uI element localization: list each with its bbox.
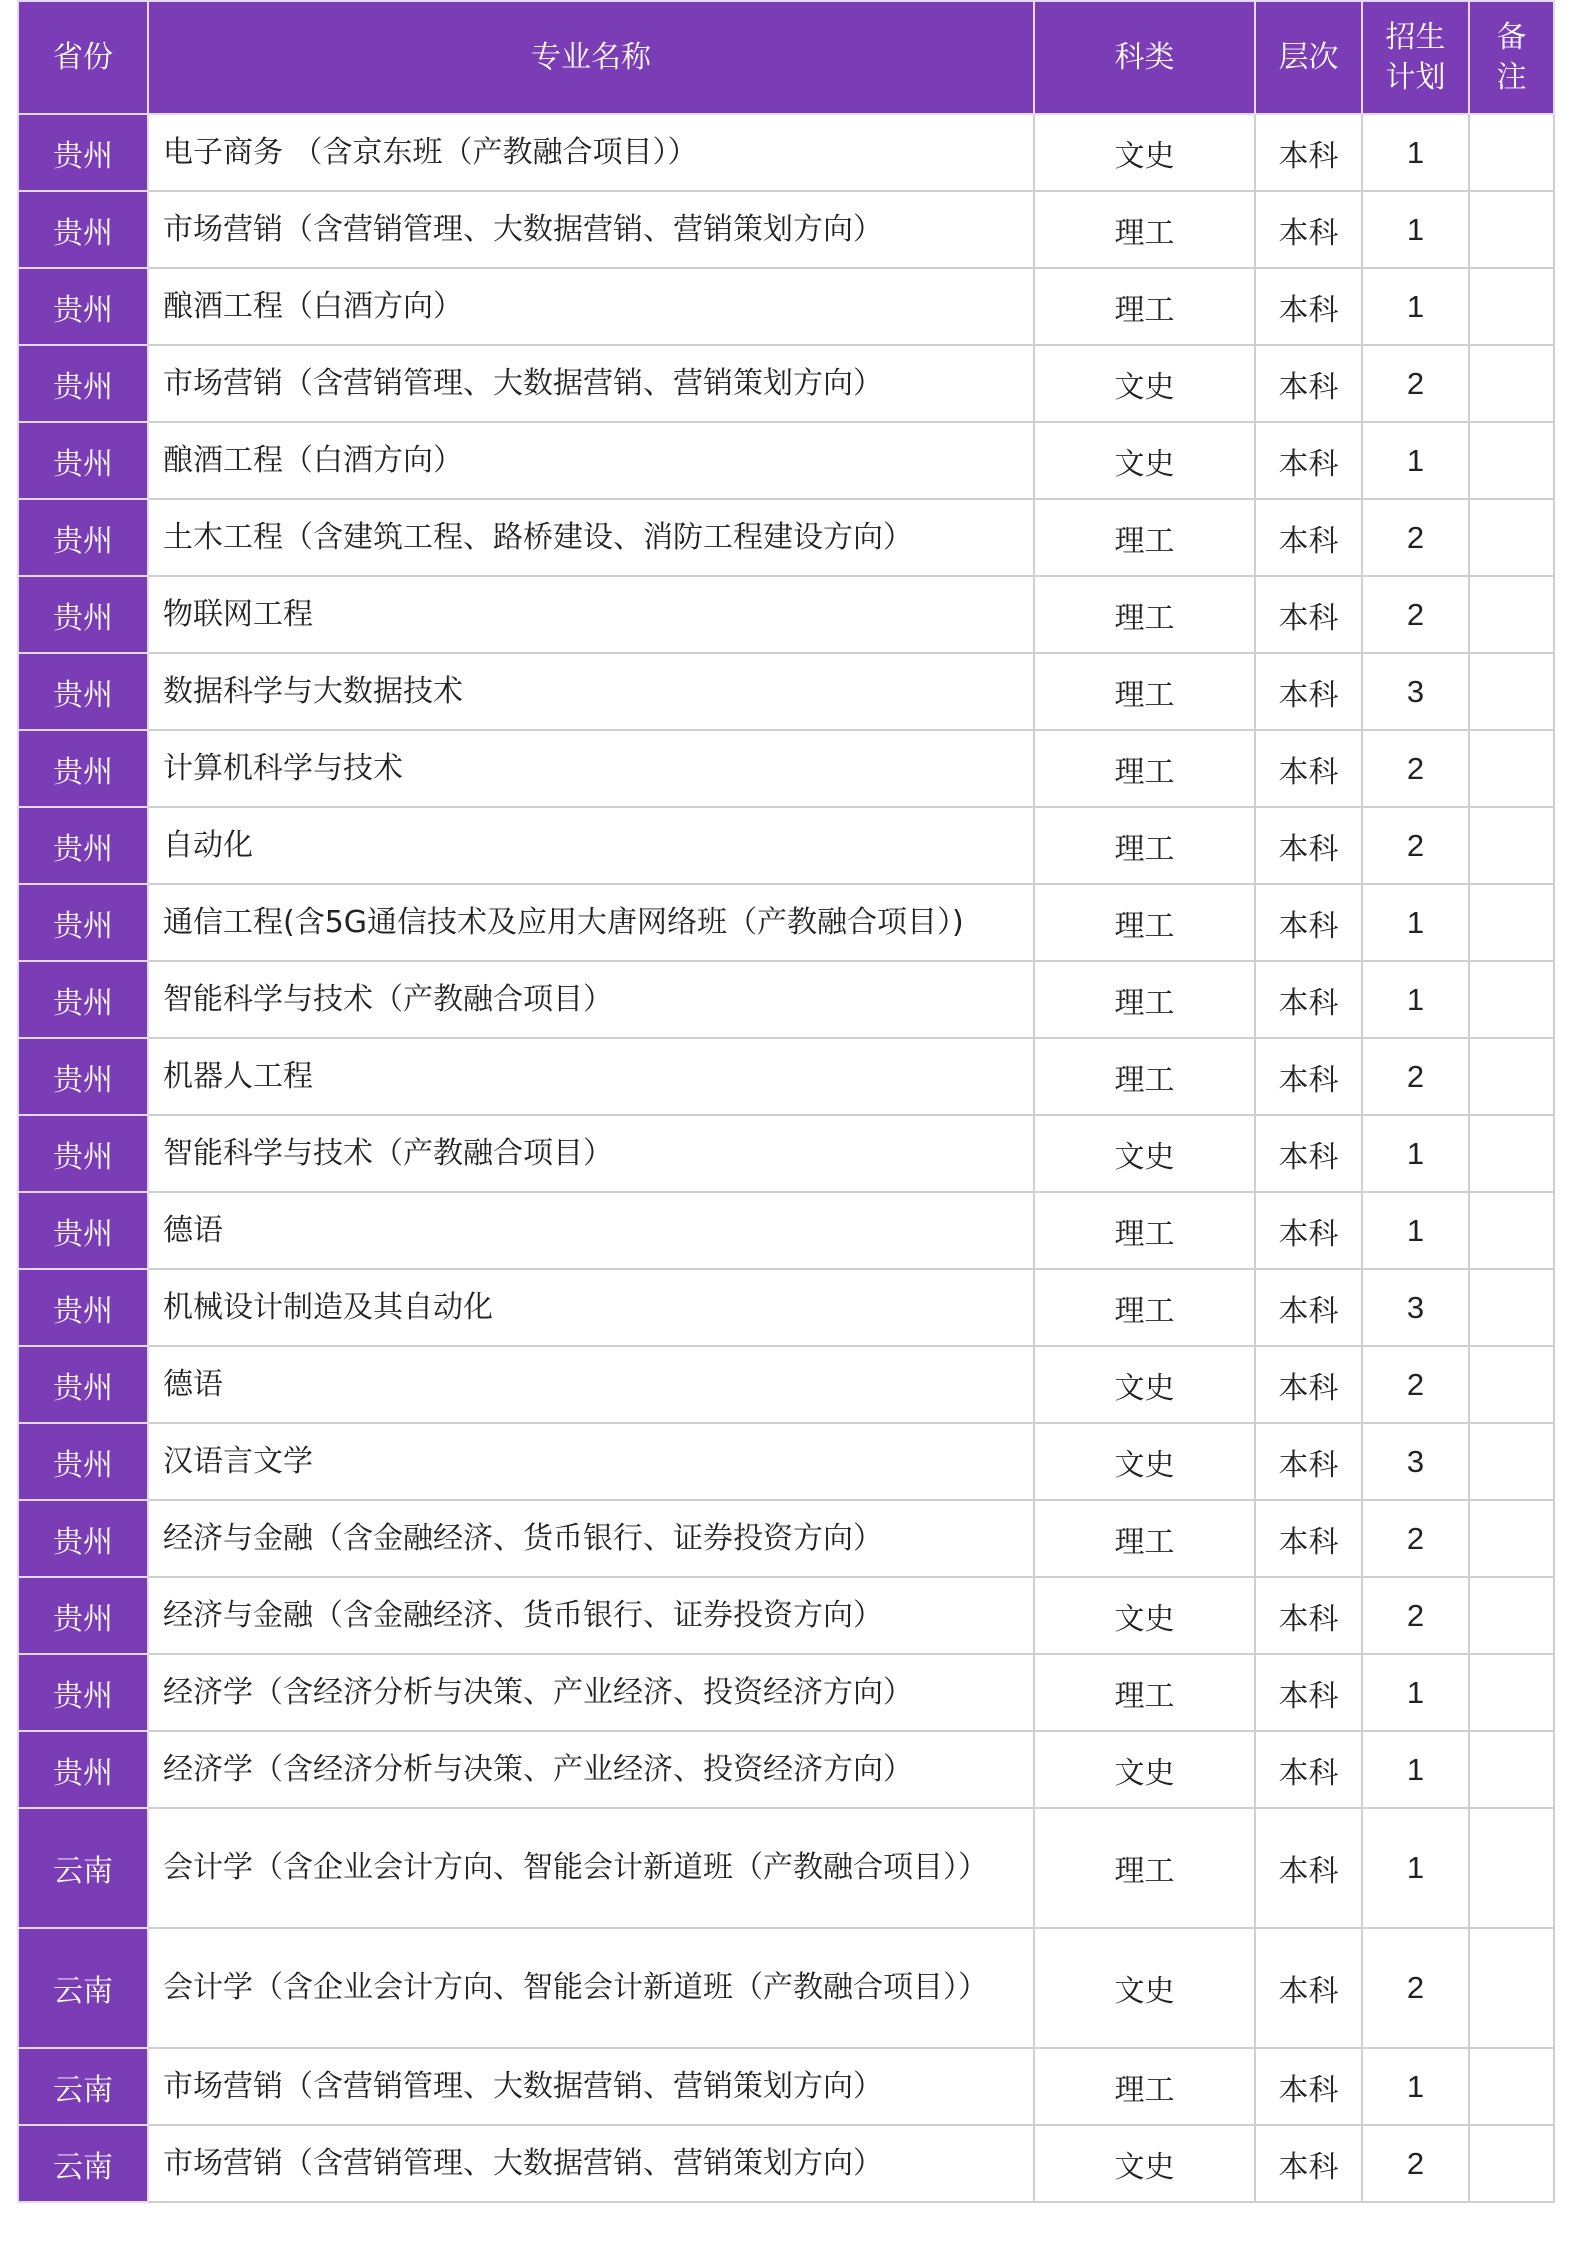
cell-major: 机器人工程 xyxy=(148,1038,1034,1115)
cell-level: 本科 xyxy=(1255,653,1362,730)
table-row xyxy=(18,422,1554,499)
cell-province: 贵州 xyxy=(18,1731,148,1808)
cell-plan: 2 xyxy=(1362,1038,1469,1115)
cell-major: 会计学（含企业会计方向、智能会计新道班（产教融合项目）） xyxy=(148,1928,1034,2048)
header-note-text: 备注 xyxy=(1496,19,1527,95)
cell-level: 本科 xyxy=(1255,884,1362,961)
cell-level: 本科 xyxy=(1255,807,1362,884)
cell-level: 本科 xyxy=(1255,961,1362,1038)
cell-plan: 1 xyxy=(1362,1731,1469,1808)
cell-level: 本科 xyxy=(1255,499,1362,576)
cell-major: 自动化 xyxy=(148,807,1034,884)
table-row xyxy=(18,1115,1554,1192)
cell-note xyxy=(1469,1808,1554,1928)
table-row xyxy=(18,345,1554,422)
cell-level: 本科 xyxy=(1255,1346,1362,1423)
cell-level: 本科 xyxy=(1255,1115,1362,1192)
cell-province: 贵州 xyxy=(18,1346,148,1423)
cell-province: 贵州 xyxy=(18,1269,148,1346)
cell-major: 经济学（含经济分析与决策、产业经济、投资经济方向） xyxy=(148,1654,1034,1731)
cell-category: 文史 xyxy=(1034,2125,1255,2202)
cell-note xyxy=(1469,576,1554,653)
cell-plan: 1 xyxy=(1362,268,1469,345)
cell-plan: 1 xyxy=(1362,422,1469,499)
table-row xyxy=(18,1500,1554,1577)
cell-plan: 2 xyxy=(1362,730,1469,807)
table-row xyxy=(18,730,1554,807)
cell-level: 本科 xyxy=(1255,730,1362,807)
cell-plan: 1 xyxy=(1362,114,1469,191)
cell-province: 贵州 xyxy=(18,653,148,730)
table-row xyxy=(18,1346,1554,1423)
table-header xyxy=(18,1,1554,114)
admission-plan-table xyxy=(17,0,1555,2203)
table-row xyxy=(18,1654,1554,1731)
table-row xyxy=(18,807,1554,884)
cell-category: 文史 xyxy=(1034,114,1255,191)
cell-major: 经济与金融（含金融经济、货币银行、证券投资方向） xyxy=(148,1500,1034,1577)
cell-province: 贵州 xyxy=(18,1192,148,1269)
table-body xyxy=(18,114,1554,2202)
cell-plan: 1 xyxy=(1362,1192,1469,1269)
cell-note xyxy=(1469,345,1554,422)
cell-category: 理工 xyxy=(1034,191,1255,268)
cell-province: 贵州 xyxy=(18,1577,148,1654)
cell-province: 贵州 xyxy=(18,499,148,576)
cell-level: 本科 xyxy=(1255,1500,1362,1577)
cell-major: 汉语言文学 xyxy=(148,1423,1034,1500)
header-row xyxy=(18,1,1554,114)
cell-province: 贵州 xyxy=(18,1500,148,1577)
cell-category: 文史 xyxy=(1034,1423,1255,1500)
cell-note xyxy=(1469,1269,1554,1346)
cell-major: 经济学（含经济分析与决策、产业经济、投资经济方向） xyxy=(148,1731,1034,1808)
cell-plan: 1 xyxy=(1362,1654,1469,1731)
cell-plan: 1 xyxy=(1362,2048,1469,2125)
cell-province: 贵州 xyxy=(18,1654,148,1731)
cell-category: 理工 xyxy=(1034,576,1255,653)
cell-major: 土木工程（含建筑工程、路桥建设、消防工程建设方向） xyxy=(148,499,1034,576)
cell-category: 理工 xyxy=(1034,1038,1255,1115)
cell-province: 云南 xyxy=(18,2048,148,2125)
cell-note xyxy=(1469,1731,1554,1808)
cell-level: 本科 xyxy=(1255,1038,1362,1115)
cell-major: 智能科学与技术（产教融合项目） xyxy=(148,1115,1034,1192)
cell-note xyxy=(1469,1346,1554,1423)
cell-province: 贵州 xyxy=(18,1115,148,1192)
cell-category: 理工 xyxy=(1034,1192,1255,1269)
header-plan xyxy=(1362,1,1469,114)
cell-level: 本科 xyxy=(1255,114,1362,191)
table-row xyxy=(18,1269,1554,1346)
header-category: 科类 xyxy=(1034,1,1255,114)
cell-province: 贵州 xyxy=(18,1423,148,1500)
cell-category: 理工 xyxy=(1034,730,1255,807)
cell-note xyxy=(1469,2125,1554,2202)
cell-plan: 1 xyxy=(1362,1115,1469,1192)
cell-major: 机械设计制造及其自动化 xyxy=(148,1269,1034,1346)
table-row xyxy=(18,1928,1554,2048)
cell-level: 本科 xyxy=(1255,576,1362,653)
cell-category: 理工 xyxy=(1034,1654,1255,1731)
cell-level: 本科 xyxy=(1255,1192,1362,1269)
cell-category: 理工 xyxy=(1034,1269,1255,1346)
cell-major: 计算机科学与技术 xyxy=(148,730,1034,807)
cell-province: 贵州 xyxy=(18,422,148,499)
table-row xyxy=(18,114,1554,191)
cell-level: 本科 xyxy=(1255,422,1362,499)
table-row xyxy=(18,1423,1554,1500)
cell-province: 贵州 xyxy=(18,268,148,345)
cell-plan: 2 xyxy=(1362,1346,1469,1423)
header-province: 省份 xyxy=(18,1,148,114)
table-row xyxy=(18,1038,1554,1115)
cell-plan: 3 xyxy=(1362,1423,1469,1500)
cell-major: 智能科学与技术（产教融合项目） xyxy=(148,961,1034,1038)
table-row xyxy=(18,961,1554,1038)
cell-category: 文史 xyxy=(1034,345,1255,422)
cell-category: 理工 xyxy=(1034,499,1255,576)
cell-level: 本科 xyxy=(1255,2048,1362,2125)
cell-category: 文史 xyxy=(1034,1731,1255,1808)
header-note xyxy=(1469,1,1554,114)
cell-plan: 2 xyxy=(1362,807,1469,884)
cell-note xyxy=(1469,961,1554,1038)
table-row xyxy=(18,1808,1554,1928)
table-row xyxy=(18,499,1554,576)
cell-major: 物联网工程 xyxy=(148,576,1034,653)
cell-plan: 3 xyxy=(1362,1269,1469,1346)
cell-category: 文史 xyxy=(1034,1577,1255,1654)
cell-plan: 1 xyxy=(1362,1808,1469,1928)
cell-level: 本科 xyxy=(1255,1654,1362,1731)
table-row xyxy=(18,576,1554,653)
table-row xyxy=(18,653,1554,730)
cell-category: 理工 xyxy=(1034,884,1255,961)
cell-note xyxy=(1469,884,1554,961)
cell-province: 贵州 xyxy=(18,114,148,191)
cell-province: 贵州 xyxy=(18,576,148,653)
cell-plan: 2 xyxy=(1362,1577,1469,1654)
cell-major: 会计学（含企业会计方向、智能会计新道班（产教融合项目）） xyxy=(148,1808,1034,1928)
cell-level: 本科 xyxy=(1255,1269,1362,1346)
cell-province: 贵州 xyxy=(18,961,148,1038)
table-row xyxy=(18,1577,1554,1654)
cell-major: 数据科学与大数据技术 xyxy=(148,653,1034,730)
cell-province: 贵州 xyxy=(18,884,148,961)
cell-level: 本科 xyxy=(1255,2125,1362,2202)
cell-plan: 1 xyxy=(1362,961,1469,1038)
cell-note xyxy=(1469,2048,1554,2125)
cell-category: 理工 xyxy=(1034,961,1255,1038)
cell-note xyxy=(1469,730,1554,807)
cell-level: 本科 xyxy=(1255,1731,1362,1808)
cell-province: 贵州 xyxy=(18,730,148,807)
cell-province: 贵州 xyxy=(18,345,148,422)
table-row xyxy=(18,268,1554,345)
cell-note xyxy=(1469,268,1554,345)
cell-plan: 1 xyxy=(1362,884,1469,961)
cell-major: 酿酒工程（白酒方向） xyxy=(148,422,1034,499)
cell-category: 文史 xyxy=(1034,422,1255,499)
cell-plan: 2 xyxy=(1362,345,1469,422)
cell-note xyxy=(1469,1500,1554,1577)
header-plan-text: 招生计划 xyxy=(1385,19,1446,95)
cell-major: 经济与金融（含金融经济、货币银行、证券投资方向） xyxy=(148,1577,1034,1654)
cell-province: 贵州 xyxy=(18,191,148,268)
cell-plan: 2 xyxy=(1362,576,1469,653)
cell-note xyxy=(1469,1115,1554,1192)
cell-plan: 2 xyxy=(1362,499,1469,576)
table-row xyxy=(18,191,1554,268)
cell-category: 文史 xyxy=(1034,1115,1255,1192)
cell-plan: 2 xyxy=(1362,1500,1469,1577)
cell-note xyxy=(1469,191,1554,268)
cell-province: 贵州 xyxy=(18,807,148,884)
cell-province: 贵州 xyxy=(18,1038,148,1115)
cell-plan: 3 xyxy=(1362,653,1469,730)
cell-note xyxy=(1469,499,1554,576)
table-row xyxy=(18,884,1554,961)
cell-level: 本科 xyxy=(1255,1577,1362,1654)
cell-note xyxy=(1469,807,1554,884)
cell-note xyxy=(1469,1038,1554,1115)
cell-note xyxy=(1469,1423,1554,1500)
cell-note xyxy=(1469,114,1554,191)
cell-level: 本科 xyxy=(1255,1423,1362,1500)
cell-note xyxy=(1469,1192,1554,1269)
cell-note xyxy=(1469,1654,1554,1731)
cell-level: 本科 xyxy=(1255,268,1362,345)
cell-major: 市场营销（含营销管理、大数据营销、营销策划方向） xyxy=(148,191,1034,268)
table-row xyxy=(18,1192,1554,1269)
cell-category: 文史 xyxy=(1034,1346,1255,1423)
cell-plan: 1 xyxy=(1362,191,1469,268)
cell-category: 理工 xyxy=(1034,807,1255,884)
cell-note xyxy=(1469,422,1554,499)
table-row xyxy=(18,2048,1554,2125)
cell-major: 市场营销（含营销管理、大数据营销、营销策划方向） xyxy=(148,2048,1034,2125)
cell-category: 理工 xyxy=(1034,653,1255,730)
table-row xyxy=(18,2125,1554,2202)
cell-major: 市场营销（含营销管理、大数据营销、营销策划方向） xyxy=(148,345,1034,422)
cell-category: 文史 xyxy=(1034,1928,1255,2048)
cell-plan: 2 xyxy=(1362,1928,1469,2048)
cell-major: 市场营销（含营销管理、大数据营销、营销策划方向） xyxy=(148,2125,1034,2202)
cell-major: 通信工程(含5G通信技术及应用大唐网络班（产教融合项目）) xyxy=(148,884,1034,961)
cell-province: 云南 xyxy=(18,1928,148,2048)
cell-level: 本科 xyxy=(1255,191,1362,268)
cell-level: 本科 xyxy=(1255,1928,1362,2048)
cell-plan: 2 xyxy=(1362,2125,1469,2202)
cell-note xyxy=(1469,653,1554,730)
cell-major: 德语 xyxy=(148,1192,1034,1269)
cell-category: 理工 xyxy=(1034,1808,1255,1928)
header-major: 专业名称 xyxy=(148,1,1034,114)
cell-major: 德语 xyxy=(148,1346,1034,1423)
cell-province: 云南 xyxy=(18,1808,148,1928)
table-row xyxy=(18,1731,1554,1808)
cell-major: 酿酒工程（白酒方向） xyxy=(148,268,1034,345)
cell-category: 理工 xyxy=(1034,268,1255,345)
header-level: 层次 xyxy=(1255,1,1362,114)
cell-note xyxy=(1469,1928,1554,2048)
cell-category: 理工 xyxy=(1034,2048,1255,2125)
cell-note xyxy=(1469,1577,1554,1654)
cell-category: 理工 xyxy=(1034,1500,1255,1577)
cell-major: 电子商务 （含京东班（产教融合项目）） xyxy=(148,114,1034,191)
cell-province: 云南 xyxy=(18,2125,148,2202)
cell-level: 本科 xyxy=(1255,345,1362,422)
cell-level: 本科 xyxy=(1255,1808,1362,1928)
